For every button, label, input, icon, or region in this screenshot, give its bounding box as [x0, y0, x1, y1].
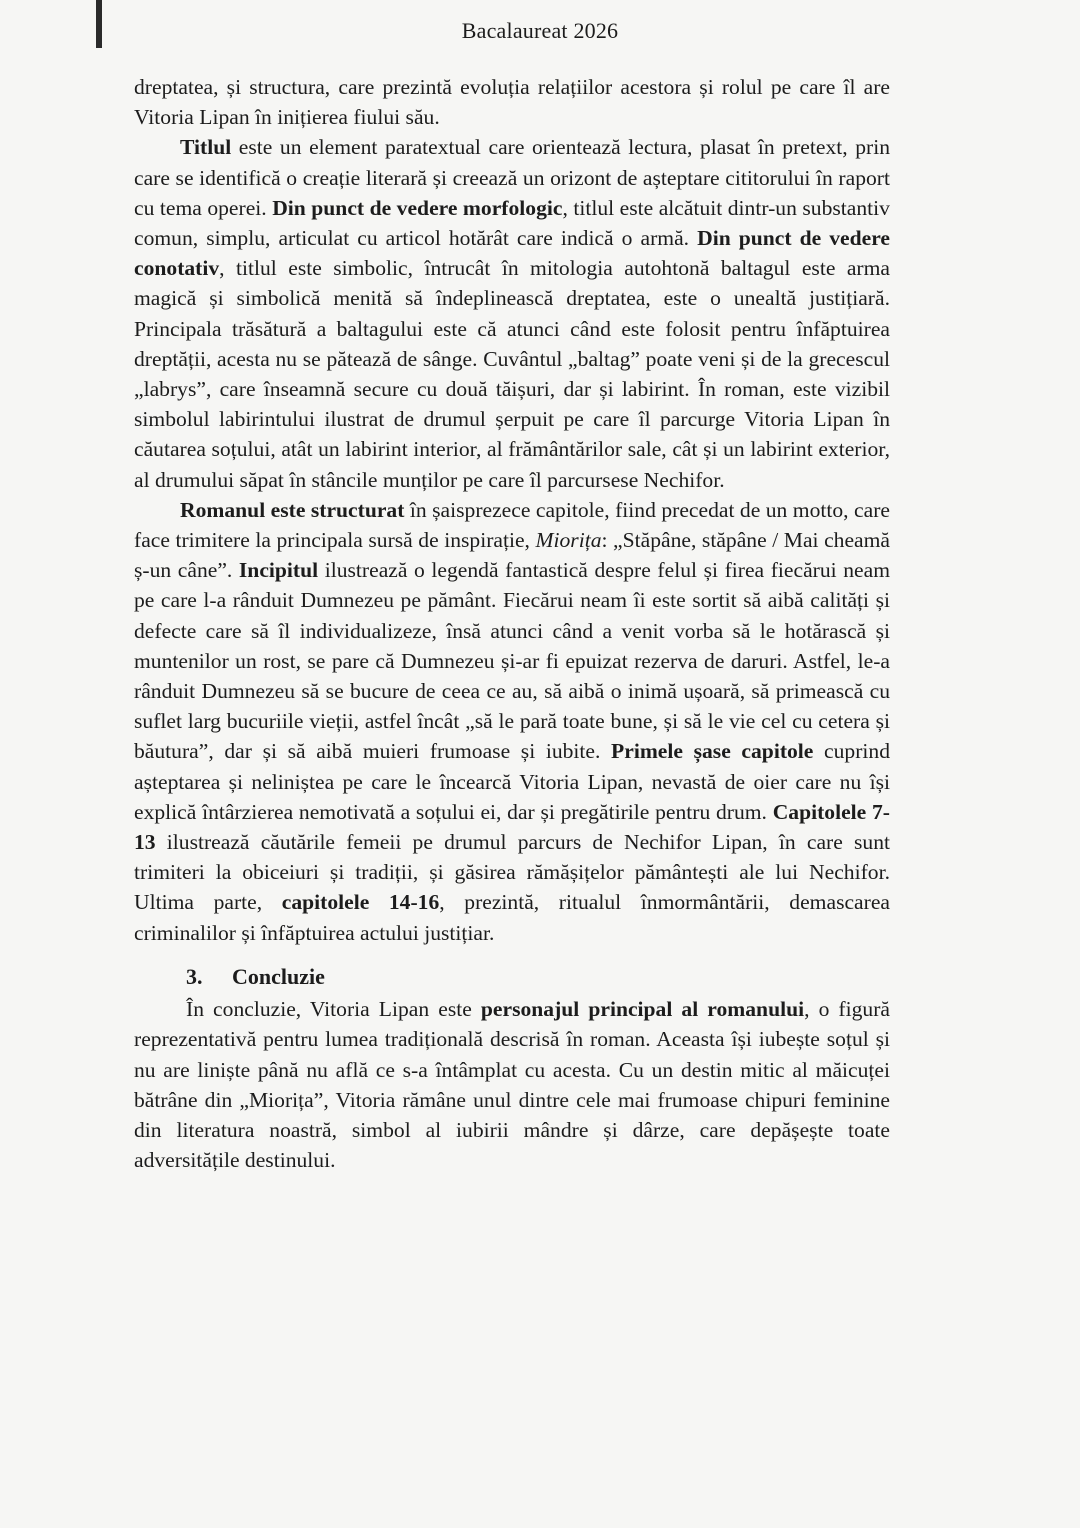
paragraph-text: ilustrează o legendă fantastică despre felul și firea fiecărui neam pe care l-a rânduit Dumnezeu pe pământ. Fiecărui neam îi este sortit să aibă calități și defecte care să îl individualizeze, însă atunci când a venit vorba să le hotărască și muntenilor un rost, se pare că Dumnezeu și-ar fi epuizat rezerva de daruri. Astfel, le-a rânduit Dumnezeu să se bucure de ceea ce au, să aibă o inimă ușoară, să primească cu suflet larg bucuriile vieții, astfel încât „să le pară toate bune, și să le vie cel cu cetera și băutura”, dar și să aibă muieri frumoase și iubite.: [134, 558, 890, 764]
paragraph-continuation: [134, 72, 890, 132]
section-title: Concluzie: [232, 963, 325, 989]
italic-title: Miorița: [535, 528, 602, 553]
bold-term: Romanul este structurat: [180, 497, 405, 522]
bold-term: Capitolele 7-13: [134, 799, 890, 855]
paragraph-text: este un element paratextual care orientează lectura, plasat în pretext, prin care se identifică o creație literară și creează un orizont de așteptare cititorului în raport cu tema operei.: [134, 135, 890, 220]
paragraph-text: , o figură reprezentativă pentru lumea tradițională descrisă în roman. Aceasta își iubește soțul și nu are liniște până nu află ce s-a întâmplat cu acesta. Cu un destin mitic al măicuței bătrâne din „Miorița”, Vitoria rămâne unul dintre cele mai frumoase chipuri feminine din literatura noastră, simbol al iubirii mândre și dârze, care depășește toate adversitățile destinului.: [134, 997, 890, 1173]
bold-term: Din punct de vedere conotativ: [134, 226, 890, 281]
paragraph-text: dreptatea, și structura, care prezintă evoluția relațiilor acestora și rolul pe care îl are Vitoria Lipan în inițierea fiului său.: [134, 75, 890, 130]
bold-term: personajul principal al romanului: [480, 997, 805, 1022]
paragraph-text: , titlul este simbolic, întrucât în mitologia autohtonă baltagul este arma magică și simbolică menită să îndeplinească dreptatea, este o unealtă justițiară. Principala trăsătură a baltagului este că atunci când este folosit pentru înfăptuirea dreptății, acesta nu se pătează de sânge. Cuvântul „baltag” poate veni și de la grecescul „labrys”, care înseamnă secure cu două tăișuri, dar și labirint. În roman, este vizibil simbolul labirintului ilustrat de drumul șerpuit pe care îl parcurge Vitoria Lipan în căutarea soțului, atât un labirint interior, al frământărilor sale, cât și un labirint exterior, al drumului săpat în stâncile munților pe care îl parcursese Nechifor.: [134, 256, 890, 492]
paragraph-text: , titlul este alcătuit dintr-un substantiv comun, simplu, articulat cu articol hotărât care indică o armă.: [134, 195, 890, 251]
paragraph-structure: [134, 495, 890, 948]
paragraph-text: ilustrează căutările femeii pe drumul parcurs de Nechifor Lipan, în care sunt trimiteri la obiceiuri și tradiții, și găsirea rămășițelor pământești ale lui Nechifor. Ultima parte,: [134, 830, 890, 915]
page-header: Bacalaureat 2026: [461, 18, 619, 43]
paragraph-text: cuprind așteptarea și neliniștea pe care le încearcă Vitoria Lipan, nevastă de oier care nu își explică întârzierea nemotivată a soțului ei, dar și pregătirile pentru drum.: [134, 739, 890, 824]
bold-term: Incipitul: [238, 558, 319, 583]
section-number: 3.: [186, 963, 203, 989]
bold-term: capitolele 14-16: [281, 890, 440, 915]
paragraph-conclusion: [134, 994, 890, 1175]
section-heading-conclusion: [186, 962, 890, 992]
paragraph-text: În concluzie, Vitoria Lipan este: [186, 997, 481, 1022]
paragraph-title-analysis: [134, 132, 890, 494]
bold-term: Titlul: [180, 135, 232, 160]
paragraph-text: : „Stăpâne, stăpâne / Mai cheamă ș-un câne”.: [134, 528, 891, 583]
bold-term: Din punct de vedere morfologic: [272, 195, 563, 220]
page-body: [134, 72, 890, 1175]
paragraph-text: , prezintă, ritualul înmormântării, demascarea criminalilor și înfăptuirea actului justițiar.: [134, 890, 890, 945]
paragraph-text: în șaisprezece capitole, fiind precedat de un motto, care face trimitere la principala sursă de inspirație,: [134, 497, 890, 553]
bold-term: Primele șase capitole: [611, 739, 814, 764]
